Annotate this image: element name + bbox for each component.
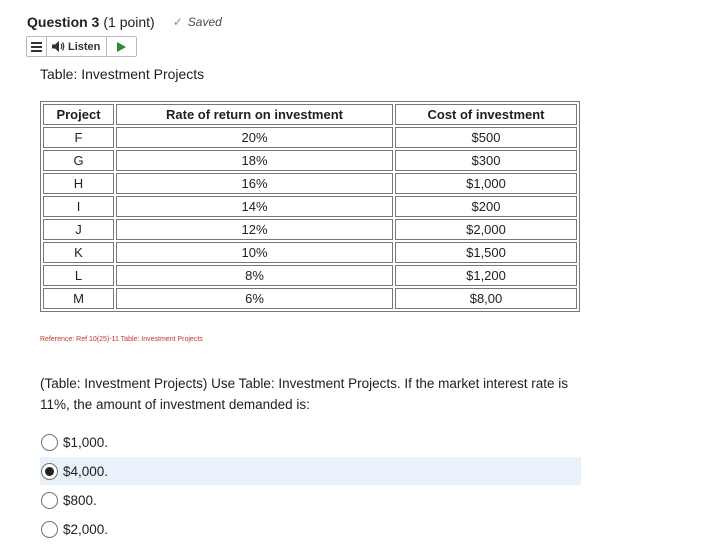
cell-rate: 14% [116,196,393,217]
cell-project: G [43,150,114,171]
investment-table [40,101,580,312]
cell-project: K [43,242,114,263]
cell-cost: $1,000 [395,173,577,194]
option-label: $1,000. [63,434,109,450]
option-label: $4,000. [63,463,109,479]
question-title: Question 3 [27,14,100,30]
readspeaker-menu-button[interactable] [27,37,47,56]
cell-rate: 8% [116,265,393,286]
saved-label: Saved [187,15,222,29]
cell-cost: $1,200 [395,265,577,286]
cell-project: I [43,196,114,217]
question-header [27,12,222,32]
question-points: (1 point) [103,14,155,30]
answer-option[interactable] [40,428,581,456]
menu-icon [31,42,42,52]
question-prompt: (Table: Investment Projects) Use Table: Investment Projects. If the market interest rate is 11%, the amount of investment demanded is: [40,376,568,412]
cell-rate: 12% [116,219,393,240]
cell-project: F [43,127,114,148]
table-row [43,265,577,286]
cell-project: M [43,288,114,309]
cell-cost: $8,00 [395,288,577,309]
cell-cost: $300 [395,150,577,171]
cell-cost: $1,500 [395,242,577,263]
option-label: $800. [63,492,97,508]
header-rate: Rate of return on investment [116,104,393,125]
option-label: $2,000. [63,521,109,537]
play-button[interactable] [107,37,136,56]
radio-icon[interactable] [41,434,58,451]
table-row [43,150,577,171]
table-row [43,173,577,194]
speaker-icon [52,41,65,52]
table-row [43,288,577,309]
check-icon: ✓ [172,15,183,29]
answer-options [40,428,581,544]
cell-rate: 16% [116,173,393,194]
play-icon [117,42,126,52]
header-project: Project [43,104,114,125]
radio-icon[interactable] [41,492,58,509]
listen-label: Listen [68,40,101,53]
listen-button[interactable] [47,37,107,56]
cell-project: H [43,173,114,194]
table-header-row [43,104,577,125]
answer-option[interactable] [40,457,581,485]
cell-project: L [43,265,114,286]
table-row [43,127,577,148]
table-row [43,219,577,240]
radio-icon[interactable] [41,521,58,538]
answer-option[interactable] [40,515,581,543]
header-cost: Cost of investment [395,104,577,125]
table-row [43,242,577,263]
reference-note: Reference: Ref 10(25)-11 Table: Investment Projects [40,336,203,343]
answer-option[interactable] [40,486,581,514]
cell-rate: 18% [116,150,393,171]
saved-status [173,15,222,29]
cell-project: J [43,219,114,240]
listen-toolbar [26,36,137,57]
cell-rate: 10% [116,242,393,263]
table-caption: Table: Investment Projects [40,66,205,82]
radio-icon[interactable] [41,463,58,480]
cell-rate: 6% [116,288,393,309]
cell-rate: 20% [116,127,393,148]
radio-selected-dot [45,467,54,476]
table-row [43,196,577,217]
cell-cost: $200 [395,196,577,217]
cell-cost: $2,000 [395,219,577,240]
cell-cost: $500 [395,127,577,148]
